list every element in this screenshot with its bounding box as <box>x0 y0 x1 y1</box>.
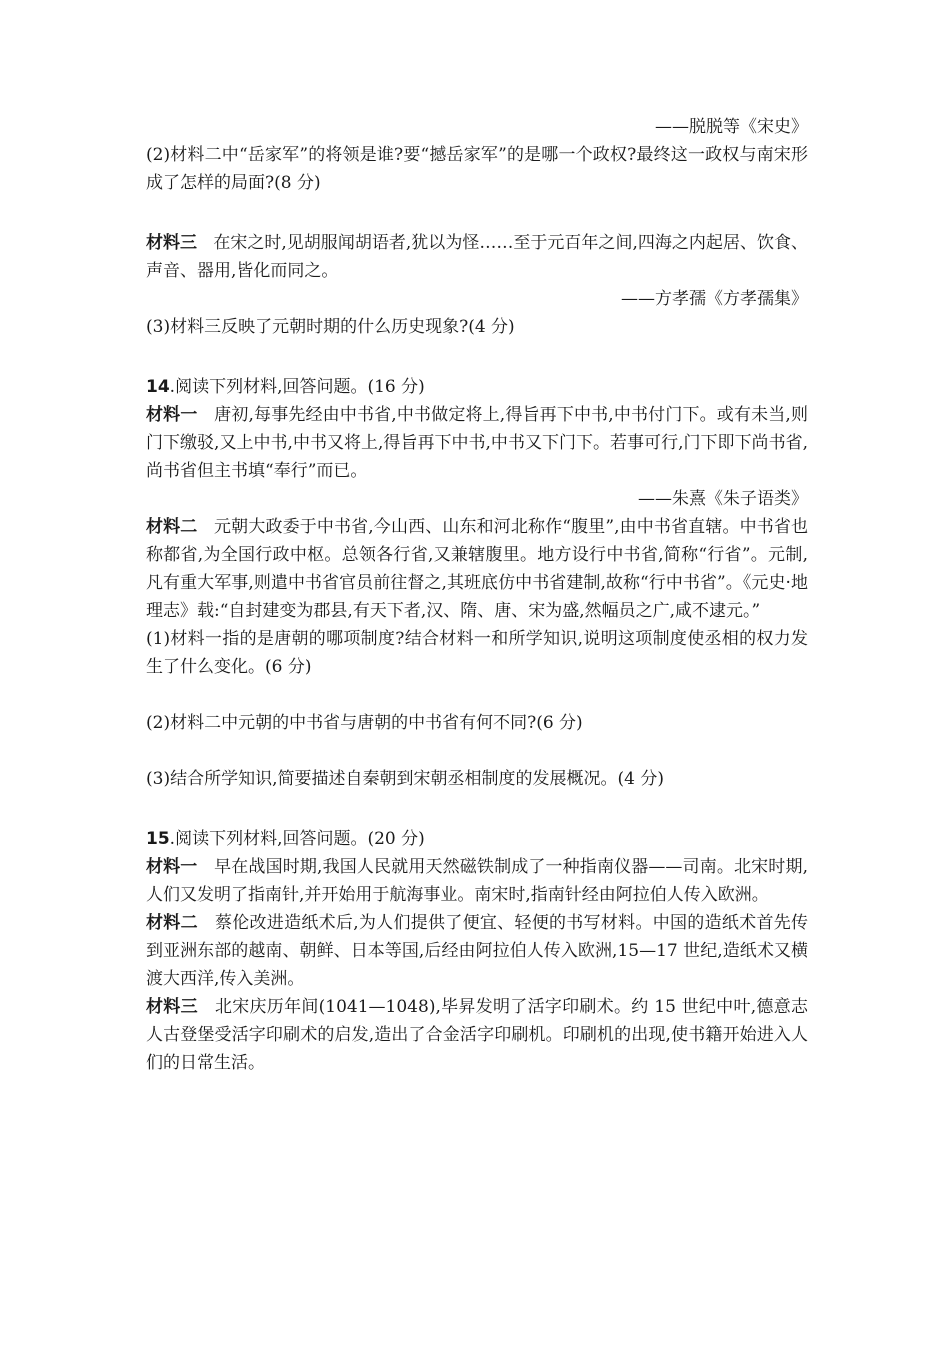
material-text: 元朝大政委于中书省,今山西、山东和河北称作“腹里”,由中书省直辖。中书省也称都省,为全国行政中枢。总领各行省,又兼辖腹里。地方设行中书省,简称“行省”。元制,凡有重大军事,则遣中书省官员前往督之,其班底仿中书省建制,故称“行中书省”。《元史·地理志》载:“自封建变为郡县,有天下者,汉、隋、唐、宋为盛,然幅员之广,咸不逮元。” <box>146 517 808 621</box>
question-title: .阅读下列材料,回答问题。(20 分) <box>169 829 425 849</box>
q13-sub2: (2)材料二中“岳家军”的将领是谁?要“撼岳家军”的是哪一个政权?最终这一政权与南宋形成了怎样的局面?(8 分) <box>146 145 808 193</box>
q15-material3 <box>146 993 808 1077</box>
q15-title <box>146 825 808 853</box>
question-title: .阅读下列材料,回答问题。(16 分) <box>169 377 425 397</box>
q13-material3 <box>146 229 808 285</box>
material-label: 材料三 <box>146 997 198 1017</box>
material-text: 早在战国时期,我国人民就用天然磁铁制成了一种指南仪器——司南。北宋时期,人们又发明了指南针,并开始用于航海事业。南宋时,指南针经由阿拉伯人传入欧洲。 <box>146 857 809 905</box>
material-text: 唐初,每事先经由中书省,中书做定将上,得旨再下中书,中书付门下。或有未当,则门下缴驳,又上中书,中书又将上,得旨再下中书,中书又下门下。若事可行,门下即下尚书省,尚书省但主书填“奉行”而已。 <box>146 405 808 481</box>
material-label: 材料一 <box>146 405 198 425</box>
q13-sub3: (3)材料三反映了元朝时期的什么历史现象?(4 分) <box>146 317 515 337</box>
q14-title <box>146 373 808 401</box>
source-fangxiaoru: ——方孝孺《方孝孺集》 <box>621 289 808 309</box>
source-songshi: ——脱脱等《宋史》 <box>655 117 808 137</box>
q14-material2 <box>146 513 808 625</box>
answer-space <box>146 793 808 821</box>
question-number: 14 <box>146 377 170 397</box>
document-content <box>146 113 808 1077</box>
q15-material1 <box>146 853 808 909</box>
q14-sub1: (1)材料一指的是唐朝的哪项制度?结合材料一和所学知识,说明这项制度使丞相的权力发生了什么变化。(6 分) <box>146 629 808 677</box>
answer-space <box>146 681 808 709</box>
material-label: 材料三 <box>146 233 198 253</box>
material-label: 材料一 <box>146 857 198 877</box>
answer-space <box>146 197 808 225</box>
q14-sub3: (3)结合所学知识,简要描述自秦朝到宋朝丞相制度的发展概况。(4 分) <box>146 769 664 789</box>
material-text: 蔡伦改进造纸术后,为人们提供了便宜、轻便的书写材料。中国的造纸术首先传到亚洲东部的越南、朝鲜、日本等国,后经由阿拉伯人传入欧洲,15—17 世纪,造纸术又横渡大西洋,传入美洲。 <box>146 913 809 989</box>
material-label: 材料二 <box>146 913 198 933</box>
material-text: 在宋之时,见胡服闻胡语者,犹以为怪……至于元百年之间,四海之内起居、饮食、声音、器用,皆化而同之。 <box>146 233 809 281</box>
answer-space <box>146 341 808 369</box>
answer-space <box>146 737 808 765</box>
q14-sub2: (2)材料二中元朝的中书省与唐朝的中书省有何不同?(6 分) <box>146 713 583 733</box>
source-zhuzi: ——朱熹《朱子语类》 <box>638 489 808 509</box>
q15-material2 <box>146 909 808 993</box>
question-number: 15 <box>146 829 170 849</box>
q14-material1 <box>146 401 808 485</box>
material-text: 北宋庆历年间(1041—1048),毕昇发明了活字印刷术。约 15 世纪中叶,德意志人古登堡受活字印刷术的启发,造出了合金活字印刷机。印刷机的出现,使书籍开始进入人们的日常生活。 <box>146 997 808 1073</box>
material-label: 材料二 <box>146 517 198 537</box>
